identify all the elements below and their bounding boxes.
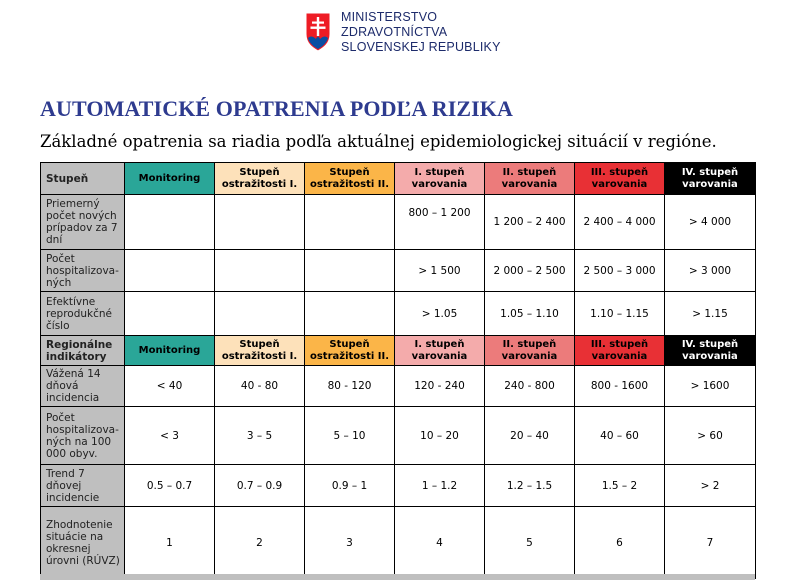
level-varovanie-4: IV. stupeň varovania [665,336,756,366]
table-cell [215,195,305,250]
table-row [41,195,756,250]
row-header-label: Regionálne indikátory [41,336,125,366]
table-row [41,292,756,336]
table-cell: 0.5 – 0.7 [125,465,215,507]
table-cell: > 1 500 [395,250,485,292]
level-varovanie-2: II. stupeň varovania [485,336,575,366]
table-cell: 4 [395,507,485,579]
table-cell: > 1.05 [395,292,485,336]
table-cell: < 3 [125,407,215,465]
table-cell: 6 [575,507,665,579]
table-cell: 3 [305,507,395,579]
table-cell: 1.5 – 2 [575,465,665,507]
table-cell: 800 – 1 200 [395,195,485,250]
table-cell [305,250,395,292]
ministry-line-3: SLOVENSKEJ REPUBLIKY [341,40,501,54]
table-header-row [41,336,756,366]
table-cell: 3 – 5 [215,407,305,465]
table-cell: 80 - 120 [305,366,395,407]
level-ostrazitost-2: Stupeň ostražitosti II. [305,336,395,366]
table-cell: 40 - 80 [215,366,305,407]
table-cell: < 40 [125,366,215,407]
table-cell [305,195,395,250]
table-row [41,366,756,407]
table-continuation-strip [40,574,755,580]
table-cell: > 4 000 [665,195,756,250]
table-cell: > 1.15 [665,292,756,336]
table-cell: 5 – 10 [305,407,395,465]
ministry-name [341,10,501,55]
row-label: Efektívne reprodukčné číslo [41,292,125,336]
page-subtitle: Základné opatrenia sa riadia podľa aktuálnej epidemiologickej situácií v regióne. [40,132,717,151]
table-cell: 800 - 1600 [575,366,665,407]
table-cell: 10 – 20 [395,407,485,465]
table-cell: 0.9 – 1 [305,465,395,507]
table-cell: 120 - 240 [395,366,485,407]
table-cell: 240 - 800 [485,366,575,407]
table-cell: 2 400 – 4 000 [575,195,665,250]
page-title: AUTOMATICKÉ OPATRENIA PODĽA RIZIKA [40,96,513,121]
table-cell: 1.2 – 1.5 [485,465,575,507]
table-cell: 20 – 40 [485,407,575,465]
level-monitoring: Monitoring [125,336,215,366]
table-row [41,465,756,507]
table-cell: > 3 000 [665,250,756,292]
table-cell [215,250,305,292]
level-ostrazitost-2: Stupeň ostražitosti II. [305,163,395,195]
ministry-line-2: ZDRAVOTNÍCTVA [341,25,448,39]
table-cell: > 1600 [665,366,756,407]
table-header-row [41,163,756,195]
table-cell: 1.05 – 1.10 [485,292,575,336]
row-label: Počet hospitalizova-ných [41,250,125,292]
table-cell: 1.10 – 1.15 [575,292,665,336]
row-label: Priemerný počet nových prípadov za 7 dní [41,195,125,250]
table-cell [125,250,215,292]
level-varovanie-3: III. stupeň varovania [575,163,665,195]
row-label: Vážená 14 dňová incidencia [41,366,125,407]
level-varovanie-2: II. stupeň varovania [485,163,575,195]
slovak-coat-of-arms-icon [305,12,331,52]
table-cell [215,292,305,336]
ministry-header [305,10,501,62]
level-varovanie-4: IV. stupeň varovania [665,163,756,195]
table-cell [305,292,395,336]
ministry-line-1: MINISTERSTVO [341,10,438,24]
risk-measures-table [40,162,756,579]
table-row [41,407,756,465]
table-row [41,250,756,292]
level-monitoring: Monitoring [125,163,215,195]
table-cell: 2 000 – 2 500 [485,250,575,292]
row-label: Zhodnotenie situácie na okresnej úrovni (RÚVZ) [41,507,125,579]
table-cell: 40 – 60 [575,407,665,465]
level-ostrazitost-1: Stupeň ostražitosti I. [215,336,305,366]
table-cell: 2 [215,507,305,579]
table-cell: > 60 [665,407,756,465]
table-cell: 2 500 – 3 000 [575,250,665,292]
table-cell [125,292,215,336]
table-row [41,507,756,579]
table-cell [125,195,215,250]
level-varovanie-1: I. stupeň varovania [395,336,485,366]
table-cell: 1 200 – 2 400 [485,195,575,250]
row-label: Trend 7 dňovej incidencie [41,465,125,507]
level-ostrazitost-1: Stupeň ostražitosti I. [215,163,305,195]
table-cell: 7 [665,507,756,579]
level-varovanie-3: III. stupeň varovania [575,336,665,366]
level-varovanie-1: I. stupeň varovania [395,163,485,195]
table-cell: 0.7 – 0.9 [215,465,305,507]
row-label: Počet hospitalizova-ných na 100 000 obyv. [41,407,125,465]
row-header-label: Stupeň [41,163,125,195]
table-cell: 1 [125,507,215,579]
table-cell: > 2 [665,465,756,507]
table-cell: 1 – 1.2 [395,465,485,507]
table-cell: 5 [485,507,575,579]
